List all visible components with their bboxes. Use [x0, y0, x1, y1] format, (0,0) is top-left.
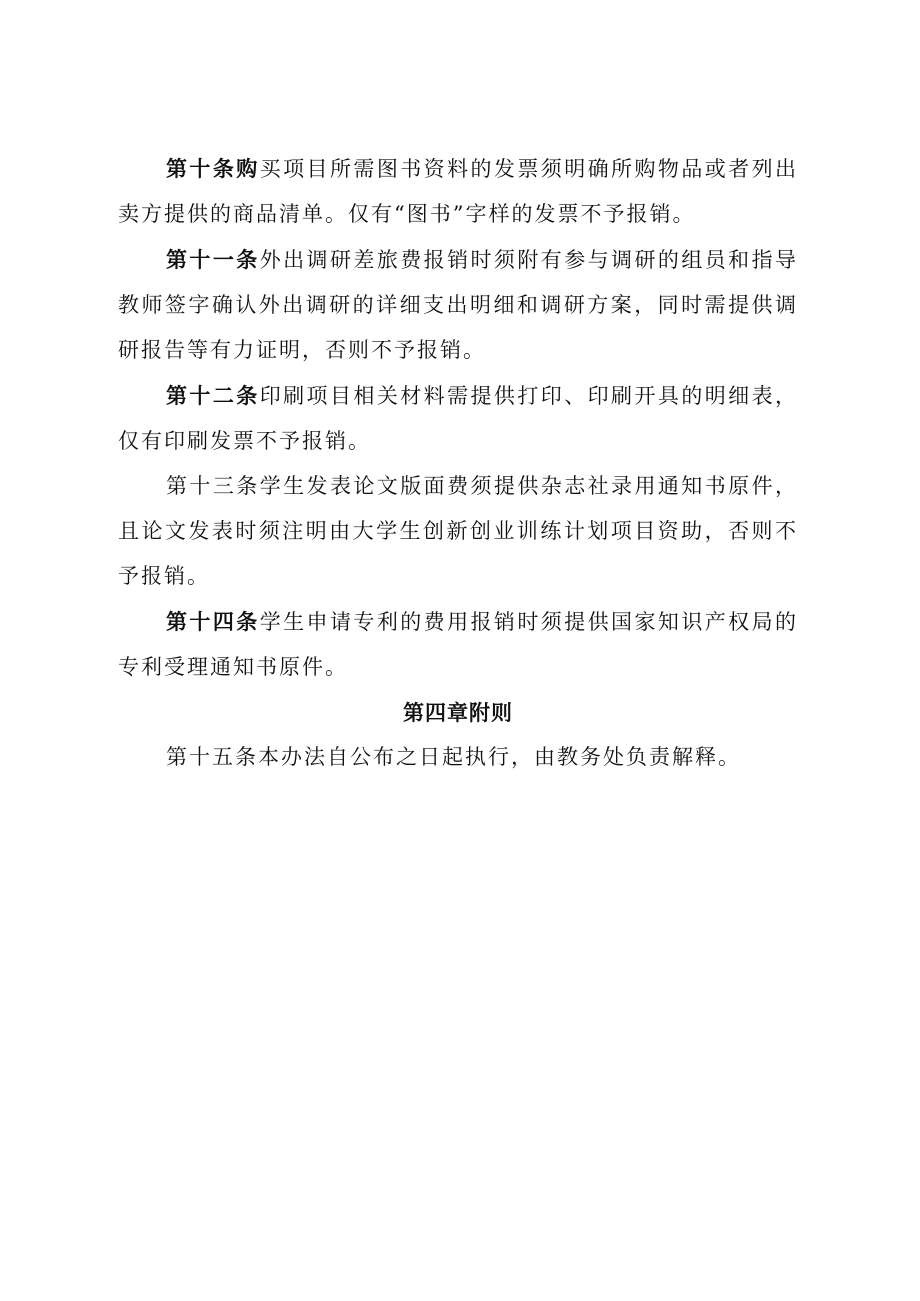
- article-13-text: 第十三条学生发表论文版面费须提供杂志社录用通知书原件，且论文发表时须注明由大学生创新创业训练计划项目资助，否则不予报销。: [118, 474, 798, 588]
- article-11-text: 外出调研差旅费报销时须附有参与调研的组员和指导教师签字确认外出调研的详细支出明细和调研方案，同时需提供调研报告等有力证明，否则不予报销。: [118, 248, 799, 362]
- article-10-text: 买项目所需图书资料的发票须明确所购物品或者列出卖方提供的商品清单。仅有“图书”字样的发票不予报销。: [118, 157, 799, 226]
- article-13: [118, 464, 798, 599]
- article-10: [118, 146, 798, 237]
- article-11: [118, 237, 798, 373]
- article-12-lead: 第十二条: [166, 383, 260, 408]
- chapter-heading: 第四章附则: [403, 700, 513, 725]
- article-14: [118, 599, 798, 690]
- article-12-text: 印刷项目相关材料需提供打印、印刷开具的明细表，仅有印刷发票不予报销。: [118, 384, 799, 453]
- article-15: [118, 735, 798, 780]
- article-15-text: 第十五条本办法自公布之日起执行，由教务处负责解释。: [166, 745, 741, 769]
- article-14-text: 学生申请专利的费用报销时须提供国家知识产权局的专利受理通知书原件。: [118, 610, 799, 679]
- article-11-lead: 第十一条: [166, 247, 260, 272]
- article-14-lead: 第十四条: [166, 609, 260, 634]
- article-12: [118, 373, 798, 464]
- document-body: [118, 146, 798, 780]
- article-10-lead: 第十条购: [166, 156, 260, 181]
